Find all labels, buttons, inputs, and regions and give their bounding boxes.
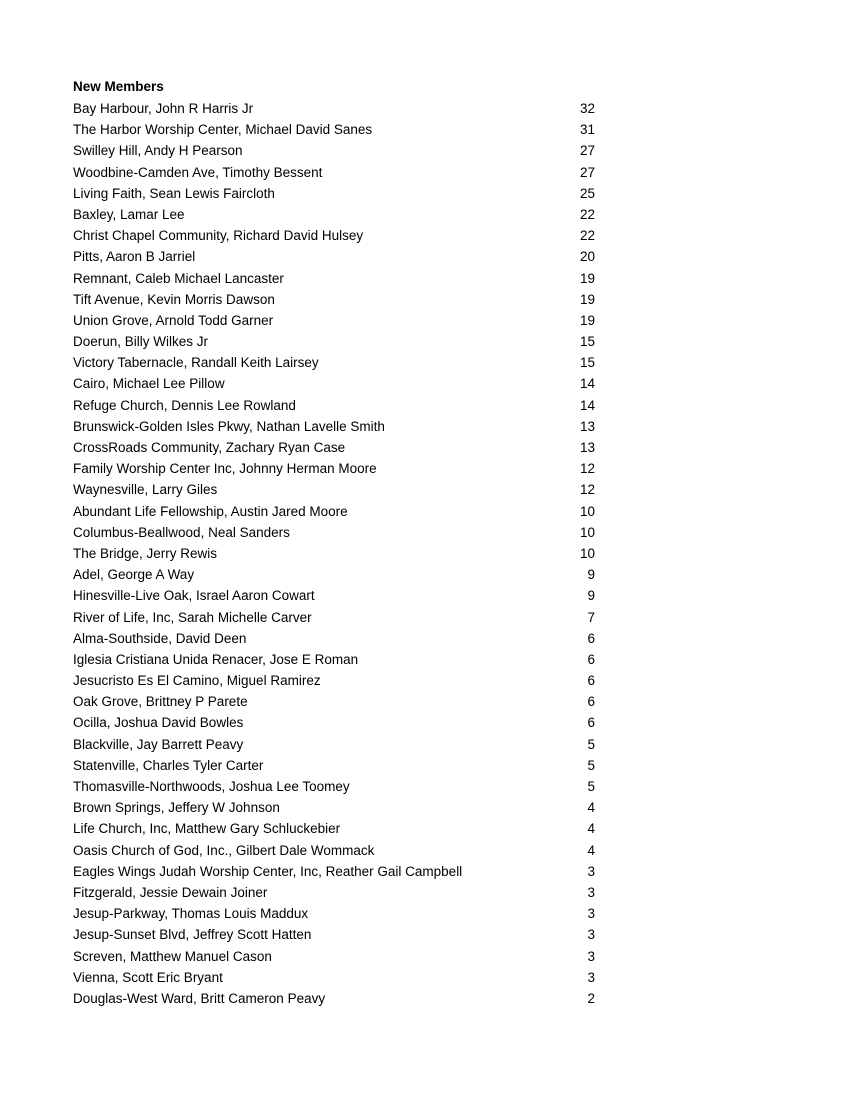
list-item [73, 840, 595, 861]
member-entry-name: Statenville, Charles Tyler Carter [73, 757, 264, 773]
member-entry-name: Tift Avenue, Kevin Morris Dawson [73, 291, 275, 307]
member-entry-count: 15 [579, 334, 595, 350]
member-entry-count: 3 [587, 969, 595, 985]
member-entry-count: 6 [587, 715, 595, 731]
member-entry-name: Waynesville, Larry Giles [73, 482, 218, 498]
list-item [73, 98, 595, 119]
member-entry-count: 32 [579, 101, 595, 116]
member-entry-count: 3 [587, 948, 595, 964]
member-entry-name: Blackville, Jay Barrett Peavy [73, 736, 244, 752]
member-entry-count: 13 [579, 418, 595, 434]
member-entry-name: Cairo, Michael Lee Pillow [73, 376, 225, 392]
member-entry-name: Fitzgerald, Jessie Dewain Joiner [73, 884, 268, 900]
member-entry-count: 15 [579, 355, 595, 371]
member-entry-name: Oasis Church of God, Inc., Gilbert Dale Wommack [73, 842, 375, 858]
member-entry-count: 6 [587, 651, 595, 667]
list-item [73, 140, 595, 161]
list-item [73, 967, 595, 988]
list-item [73, 924, 595, 945]
member-entry-name: Brunswick-Golden Isles Pkwy, Nathan Lavelle Smith [73, 418, 385, 434]
member-entry-count: 20 [579, 249, 595, 265]
member-entry-count: 6 [587, 694, 595, 710]
member-entry-count: 9 [587, 567, 595, 583]
list-item [73, 268, 595, 289]
member-entry-count: 31 [579, 122, 595, 138]
member-entry-name: The Harbor Worship Center, Michael David Sanes [73, 122, 373, 138]
list-item [73, 882, 595, 903]
member-entry-count: 5 [587, 736, 595, 752]
list-item [73, 818, 595, 839]
list-item [73, 649, 595, 670]
member-entry-name: Union Grove, Arnold Todd Garner [73, 312, 274, 328]
member-entry-count: 2 [587, 990, 595, 1006]
list-item [73, 522, 595, 543]
member-entry-name: Screven, Matthew Manuel Cason [73, 948, 272, 964]
member-entry-count: 14 [579, 376, 595, 392]
list-item [73, 331, 595, 352]
list-item [73, 183, 595, 204]
list-item [73, 712, 595, 733]
member-entry-count: 4 [587, 800, 595, 816]
member-entry-count: 6 [587, 673, 595, 689]
member-entry-count: 22 [579, 228, 595, 244]
list-item [73, 585, 595, 606]
member-entry-name: Brown Springs, Jeffery W Johnson [73, 800, 280, 816]
member-entry-name: Refuge Church, Dennis Lee Rowland [73, 397, 296, 413]
member-entry-name: The Bridge, Jerry Rewis [73, 545, 218, 561]
member-entry-name: Jesup-Parkway, Thomas Louis Maddux [73, 906, 309, 922]
member-entry-count: 25 [579, 185, 595, 201]
list-item [73, 543, 595, 564]
list-item [73, 861, 595, 882]
member-entry-count: 9 [587, 588, 595, 604]
members-list [73, 98, 595, 1009]
list-item [73, 670, 595, 691]
member-entry-name: Vienna, Scott Eric Bryant [73, 969, 223, 985]
member-entry-name: Douglas-West Ward, Britt Cameron Peavy [73, 990, 326, 1006]
list-item [73, 797, 595, 818]
member-entry-name: Oak Grove, Brittney P Parete [73, 694, 248, 710]
list-item [73, 225, 595, 246]
list-item [73, 162, 595, 183]
member-entry-count: 14 [579, 397, 595, 413]
list-item [73, 988, 595, 1009]
member-entry-name: Alma-Southside, David Deen [73, 630, 247, 646]
list-item [73, 437, 595, 458]
list-item [73, 903, 595, 924]
member-entry-name: CrossRoads Community, Zachary Ryan Case [73, 440, 346, 455]
list-item [73, 564, 595, 585]
member-entry-name: Remnant, Caleb Michael Lancaster [73, 270, 284, 286]
member-entry-name: Doerun, Billy Wilkes Jr [73, 334, 209, 350]
member-entry-count: 12 [579, 461, 595, 477]
member-entry-count: 4 [587, 842, 595, 858]
member-entry-name: Family Worship Center Inc, Johnny Herman Moore [73, 461, 377, 477]
list-item [73, 691, 595, 712]
list-item [73, 119, 595, 140]
member-entry-count: 5 [587, 757, 595, 773]
member-entry-name: Life Church, Inc, Matthew Gary Schluckebier [73, 821, 341, 837]
member-entry-count: 6 [587, 630, 595, 646]
member-entry-count: 3 [587, 884, 595, 900]
member-entry-count: 4 [587, 821, 595, 837]
member-entry-name: Thomasville-Northwoods, Joshua Lee Toomey [73, 779, 350, 794]
member-entry-name: Pitts, Aaron B Jarriel [73, 249, 196, 265]
list-item [73, 204, 595, 225]
list-item [73, 373, 595, 394]
list-item [73, 310, 595, 331]
member-entry-name: Adel, George A Way [73, 567, 195, 583]
member-entry-name: Living Faith, Sean Lewis Faircloth [73, 185, 275, 201]
member-entry-count: 19 [579, 312, 595, 328]
member-entry-count: 19 [579, 270, 595, 286]
member-entry-name: Hinesville-Live Oak, Israel Aaron Cowart [73, 588, 315, 604]
member-entry-name: Abundant Life Fellowship, Austin Jared Moore [73, 503, 348, 519]
member-entry-name: Ocilla, Joshua David Bowles [73, 715, 244, 731]
member-entry-name: Bay Harbour, John R Harris Jr [73, 101, 254, 116]
member-entry-name: Swilley Hill, Andy H Pearson [73, 143, 243, 159]
list-item [73, 734, 595, 755]
list-item [73, 755, 595, 776]
member-entry-count: 27 [579, 164, 595, 180]
list-item [73, 246, 595, 267]
member-entry-count: 5 [587, 779, 595, 794]
member-entry-count: 3 [587, 906, 595, 922]
member-entry-count: 3 [587, 863, 595, 879]
member-entry-name: Baxley, Lamar Lee [73, 206, 185, 222]
member-entry-count: 7 [587, 609, 595, 625]
member-entry-name: Columbus-Beallwood, Neal Sanders [73, 524, 290, 540]
list-item [73, 352, 595, 373]
list-item [73, 416, 595, 437]
member-entry-name: Woodbine-Camden Ave, Timothy Bessent [73, 164, 323, 180]
member-entry-name: Victory Tabernacle, Randall Keith Lairsey [73, 355, 319, 371]
member-entry-name: River of Life, Inc, Sarah Michelle Carver [73, 609, 312, 625]
list-item [73, 946, 595, 967]
member-entry-name: Iglesia Cristiana Unida Renacer, Jose E Roman [73, 651, 359, 667]
member-entry-count: 10 [579, 524, 595, 540]
member-entry-name: Jesucristo Es El Camino, Miguel Ramirez [73, 673, 321, 689]
member-entry-count: 22 [579, 206, 595, 222]
list-item [73, 289, 595, 310]
list-item [73, 607, 595, 628]
member-entry-count: 3 [587, 927, 595, 943]
page-title: New Members [73, 79, 164, 94]
member-entry-name: Eagles Wings Judah Worship Center, Inc, Reather Gail Campbell [73, 863, 463, 879]
member-entry-count: 10 [579, 503, 595, 519]
list-item [73, 395, 595, 416]
list-item [73, 479, 595, 500]
member-entry-name: Jesup-Sunset Blvd, Jeffrey Scott Hatten [73, 927, 312, 943]
list-item [73, 501, 595, 522]
member-entry-count: 12 [579, 482, 595, 498]
list-item [73, 628, 595, 649]
member-entry-count: 19 [579, 291, 595, 307]
member-entry-count: 13 [579, 440, 595, 455]
list-item [73, 776, 595, 797]
member-entry-count: 10 [579, 545, 595, 561]
list-item [73, 458, 595, 479]
member-entry-name: Christ Chapel Community, Richard David Hulsey [73, 228, 364, 244]
member-entry-count: 27 [579, 143, 595, 159]
